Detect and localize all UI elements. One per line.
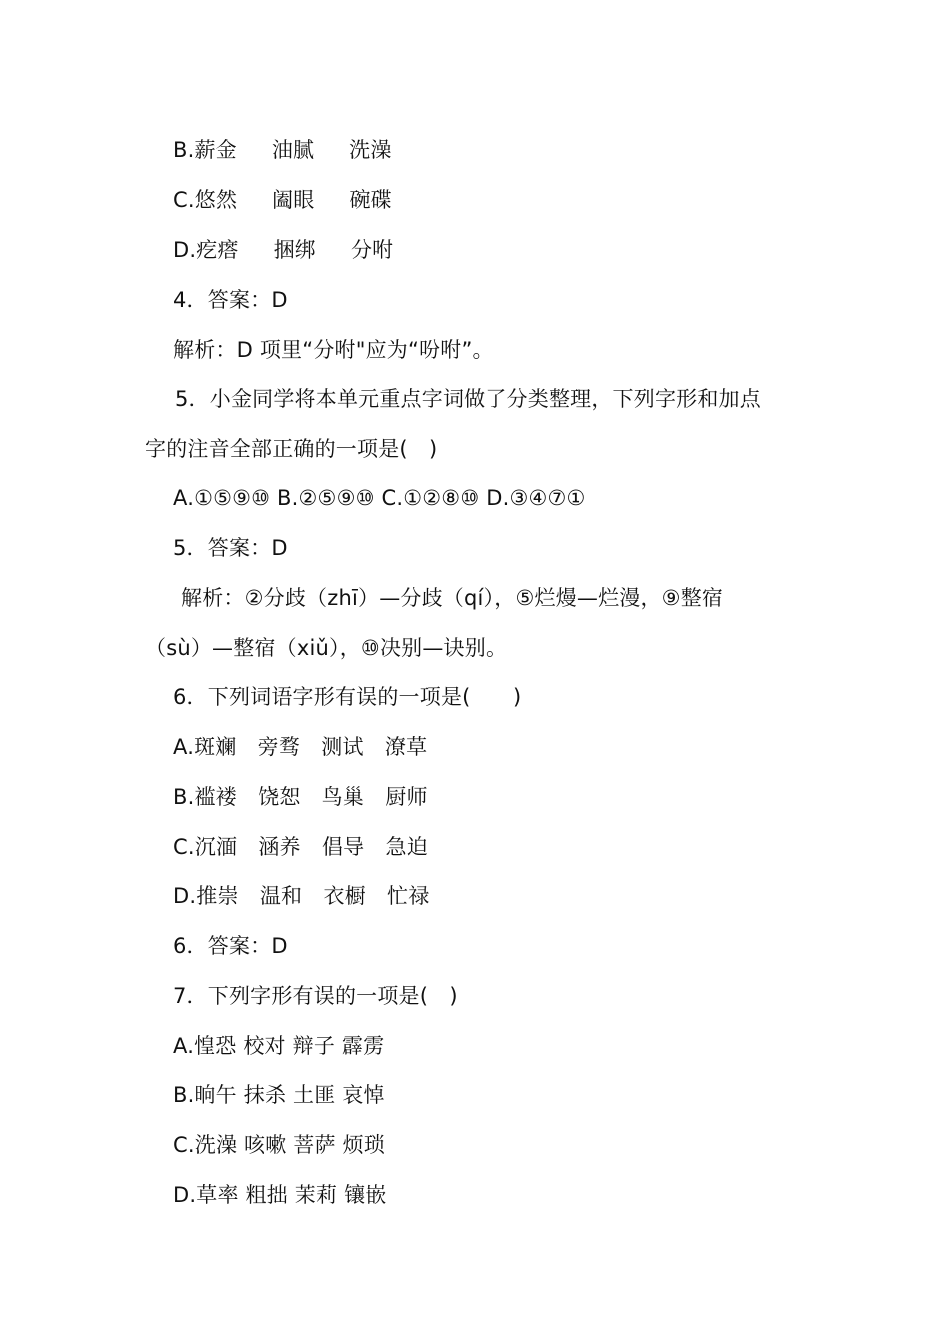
question-6-option-d: D.推崇 温和 衣橱 忙禄 bbox=[173, 884, 430, 908]
explanation-5-line-1: 解析：②分歧（zhī）—分歧（qí），⑤烂熳—烂漫，⑨整宿 bbox=[181, 586, 724, 610]
question-7-option-d: D.草率 粗拙 茉莉 镶嵌 bbox=[173, 1183, 387, 1207]
question-6-option-a: A.斑斓 旁骛 测试 潦草 bbox=[173, 735, 428, 759]
option-d-line: D.疙瘩 捆绑 分咐 bbox=[173, 238, 394, 262]
explanation-4: 解析：D 项里“分咐"应为“吩咐”。 bbox=[173, 338, 494, 362]
answer-4: 4．答案：D bbox=[173, 288, 288, 312]
question-5-options: A.①⑤⑨⑩ B.②⑤⑨⑩ C.①②⑧⑩ D.③④⑦① bbox=[173, 486, 586, 510]
question-7-option-c: C.洗澡 咳嗽 菩萨 烦琐 bbox=[173, 1133, 385, 1157]
answer-6: 6．答案：D bbox=[173, 934, 288, 958]
question-6: 6．下列词语字形有误的一项是( ) bbox=[173, 685, 522, 709]
question-7-option-a: A.惶恐 校对 辩子 霹雳 bbox=[173, 1034, 385, 1058]
question-5-line-2: 字的注音全部正确的一项是( ) bbox=[145, 437, 438, 461]
question-6-option-c: C.沉湎 涵养 倡导 急迫 bbox=[173, 835, 428, 859]
question-5-line-1: 5．小金同学将本单元重点字词做了分类整理，下列字形和加点 bbox=[175, 387, 761, 411]
question-6-option-b: B.褴褛 饶恕 鸟巢 厨师 bbox=[173, 785, 428, 809]
question-7-option-b: B.晌午 抹杀 土匪 哀悼 bbox=[173, 1083, 385, 1107]
question-7: 7．下列字形有误的一项是( ) bbox=[173, 984, 458, 1008]
option-c-line: C.悠然 阖眼 碗碟 bbox=[173, 188, 392, 212]
explanation-5-line-2: （sù）—整宿（xiǔ），⑩决别—诀别。 bbox=[145, 636, 508, 660]
option-b-line: B.薪金 油腻 洗澡 bbox=[173, 138, 392, 162]
answer-5: 5．答案：D bbox=[173, 536, 288, 560]
